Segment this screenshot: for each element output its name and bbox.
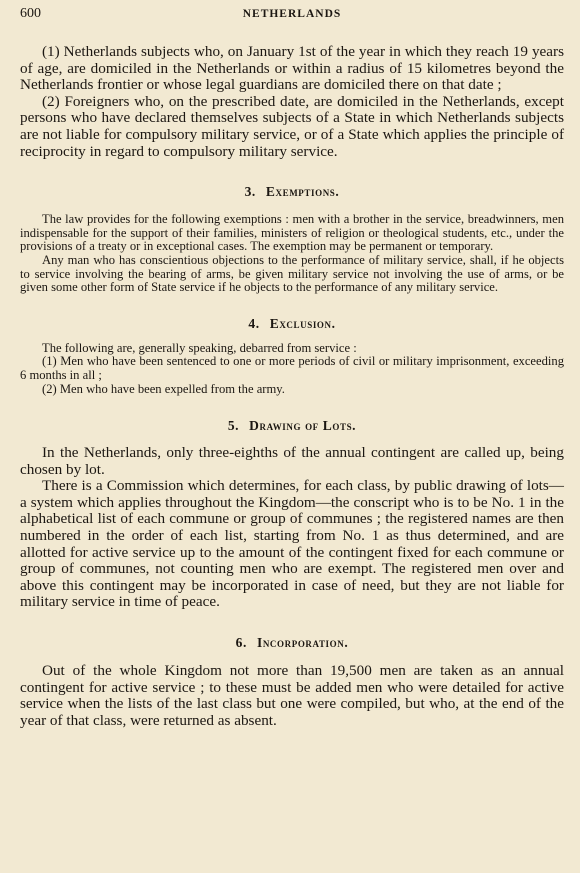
section-6-title: Incorporation. [256, 635, 349, 651]
section-3-heading [20, 184, 564, 200]
section-4-paragraph-2: (1) Men who have been sentenced to one or more periods of civil or military imprisonment, exceeding 6 months in all ; [20, 354, 564, 382]
section-5-number: 5. [227, 418, 240, 434]
section-5-heading [20, 418, 564, 434]
section-5-paragraph-2: There is a Commission which determines, for each class, by public drawing of lots—a system which applies throughout the Kingdom—the conscript who is to be No. 1 in the alphabetical list of each commune or group of communes ; the registered names are then numbered in the order of each list, starting from No. 1 as thus determined, and are allotted for active service up to the amount of the contingent fixed for each commune or group of communes, not counting men who are exempt. The registered men over and above this contingent may be incorporated in case of need, but they are not liable for military service in time of peace. [20, 477, 564, 611]
section-3-title: Exemptions. [265, 184, 340, 200]
section-5-paragraph-1: In the Netherlands, only three-eighths of the annual contingent are called up, being chosen by lot. [20, 444, 564, 478]
section-4-heading [20, 316, 564, 332]
section-4-title: Exclusion. [269, 315, 336, 331]
section-5-title: Drawing of Lots. [249, 418, 357, 434]
page-header [20, 6, 564, 26]
section-4-paragraph-1: The following are, generally speaking, debarred from service : [42, 340, 357, 355]
section-6-heading [20, 635, 564, 651]
running-title: NETHERLANDS [242, 8, 342, 20]
section-6-number: 6. [235, 635, 247, 651]
section-3-paragraph-1: The law provides for the following exemptions : men with a brother in the service, breadwinners, men indispensable for the support of their families, ministers of religion or theological students, etc., under the provisions of a treaty or in exceptional cases. The exemption may be permanent or temporary. [20, 212, 564, 254]
section-4-paragraph-3: (2) Men who have been expelled from the army. [42, 381, 285, 396]
section-4-number: 4. [248, 315, 260, 331]
section-3-paragraph-2: Any man who has conscientious objections to the performance of military service, shall, if he objects to service involving the bearing of arms, be given military service not involving the use of arms, or be given some other form of State service if he objects to the performance of any military service. [20, 252, 564, 295]
section-6-paragraph-1: Out of the whole Kingdom not more than 19,500 men are taken as an annual contingent for active service ; to these must be added men who were detailed for active service when the lists of the last class but one were compiled, but who, at the end of the year of that class, were returned as absent. [20, 662, 564, 729]
intro-paragraph-2: (2) Foreigners who, on the prescribed date, are domiciled in the Netherlands, except persons who have declared themselves subjects of a State in which Netherlands subjects are not liable for compulsory military service, or of a State which applies the principle of reciprocity in regard to compulsory military service. [20, 92, 564, 160]
section-3-number: 3. [244, 184, 256, 200]
page-number: 600 [20, 6, 41, 21]
intro-paragraph-1: (1) Netherlands subjects who, on January 1st of the year in which they reach 19 years of age, are domiciled in the Netherlands or within a radius of 15 kilometres beyond the Netherlands frontier or whose legal guardians are domiciled there on that date ; [20, 43, 564, 94]
